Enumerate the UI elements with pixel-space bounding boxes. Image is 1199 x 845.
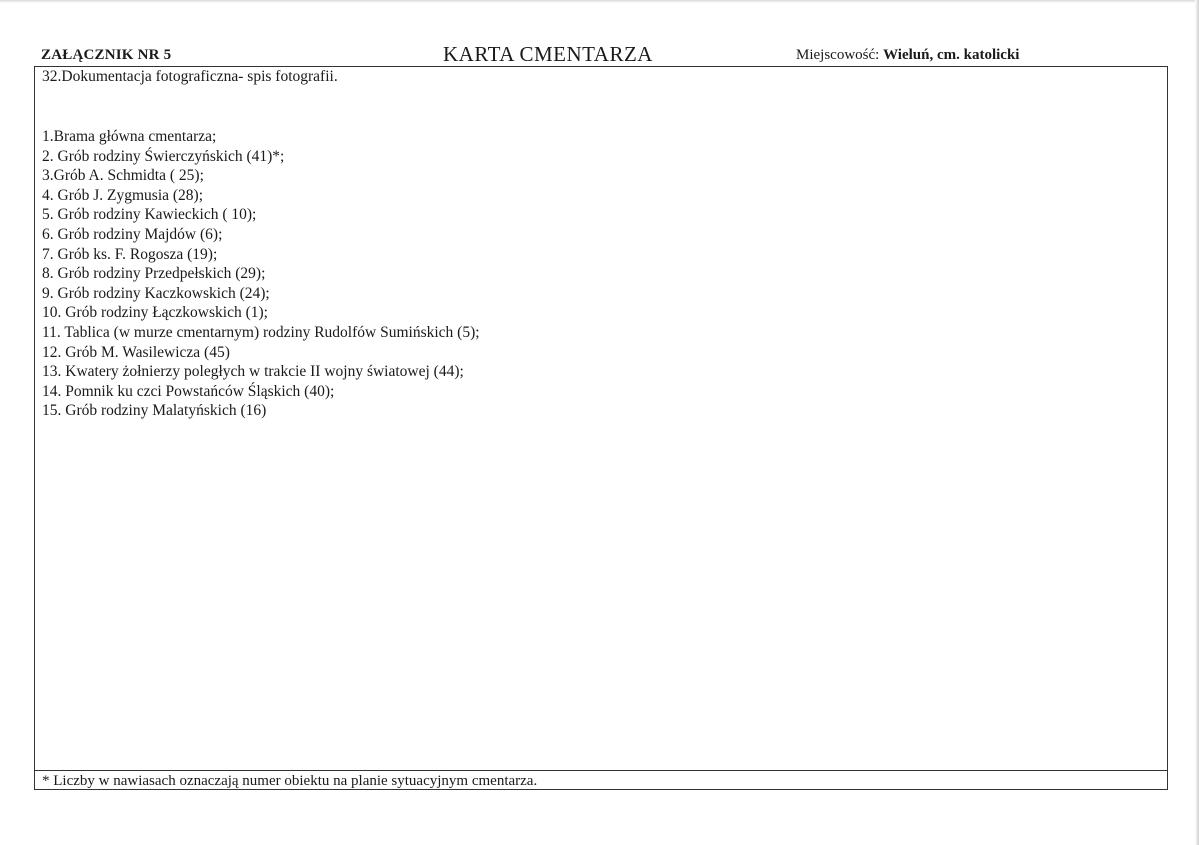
list-item: 7. Grób ks. F. Rogosza (19); (42, 245, 218, 263)
list-item: 3.Grób A. Schmidta ( 25); (42, 167, 204, 185)
footnote: * Liczby w nawiasach oznaczają numer obiektu na planie sytuacyjnym cmentarza. (42, 773, 538, 789)
list-item: 6. Grób rodziny Majdów (6); (42, 225, 223, 243)
list-item: 12. Grób M. Wasilewicza (45) (42, 343, 230, 361)
list-item: 5. Grób rodziny Kawieckich ( 10); (42, 206, 257, 224)
list-item: 1.Brama główna cmentarza; (42, 128, 217, 145)
location (796, 47, 1019, 64)
list-item: 13. Kwatery żołnierzy poległych w trakcie II wojny światowej (44); (42, 363, 464, 381)
list-item: 4. Grób J. Zygmusia (28); (42, 186, 204, 204)
list-item: 8. Grób rodziny Przedpełskich (29); (42, 265, 266, 283)
list-item: 14. Pomnik ku czci Powstańców Śląskich (40); (42, 382, 335, 400)
list-item: 11. Tablica (w murze cmentarnym) rodziny Rudolfów Sumińskich (5); (42, 323, 480, 341)
list-item: 10. Grób rodziny Łączkowskich (1); (42, 304, 268, 322)
scan-edge-top (0, 0, 1199, 3)
annex-number: ZAŁĄCZNIK NR 5 (41, 47, 172, 63)
list-item: 2. Grób rodziny Świerczyńskich (41)*; (42, 147, 285, 165)
location-label: Miejscowość: (796, 47, 880, 63)
footnote-divider (34, 770, 1168, 771)
location-value: Wieluń, cm. katolicki (883, 47, 1020, 63)
section-title: 32.Dokumentacja fotograficzna- spis fotografii. (42, 68, 338, 85)
list-item: 15. Grób rodziny Malatyńskich (16) (42, 402, 267, 420)
scan-edge-right (1195, 0, 1199, 845)
list-item: 9. Grób rodziny Kaczkowskich (24); (42, 284, 270, 302)
document-title: KARTA CMENTARZA (443, 42, 653, 66)
photo-list (42, 127, 480, 421)
